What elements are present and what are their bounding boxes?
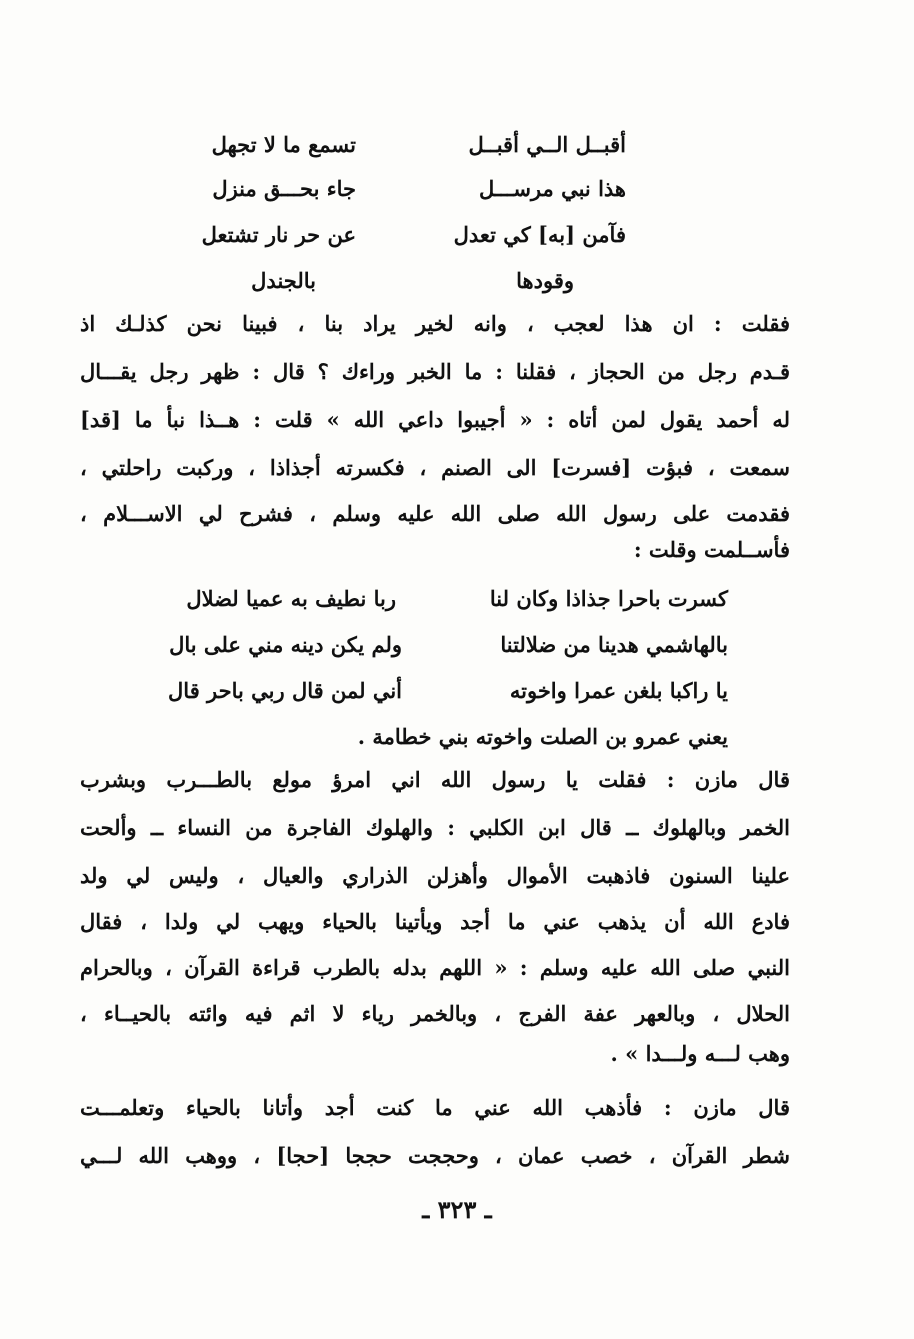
verse-first-hemistich: وقودها	[516, 268, 574, 293]
verse-line	[0, 576, 914, 622]
text-line: فقدمت على رسول الله صلى الله عليه وسلم ، فشرح لي الاســـلام ،	[80, 501, 790, 526]
verse-note	[0, 714, 914, 760]
verse-first-hemistich: بالهاشمي هدينا من ضلالتنا	[500, 632, 728, 657]
text-line: قال مازن : فأذهب الله عني ما كنت أجد وأتانا بالحياء وتعلمـــت	[80, 1095, 790, 1120]
verse-line	[0, 166, 914, 212]
verse-line	[0, 622, 914, 668]
verse-second-hemistich: أني لمن قال ربي باحر قال	[168, 678, 402, 703]
page-number: ـ ٣٢٣ ـ	[422, 1195, 492, 1224]
verse-second-hemistich: ربا نطيف به عميا لضلال	[186, 586, 396, 611]
verse-first-hemistich: أقبــل الــي أقبــل	[468, 132, 626, 157]
text-line: الخمر وبالهلوك ــ قال ابن الكلبي : والهلوك الفاجرة من النساء ــ وألحت	[80, 815, 790, 840]
verse-second-hemistich: تسمع ما لا تجهل	[211, 132, 356, 157]
text-line: قـدم رجل من الحجاز ، فقلنا : ما الخبر وراءك ؟ قال : ظهر رجل يقـــال	[80, 359, 790, 384]
verse-second-hemistich: عن حر نار تشتعل	[201, 222, 356, 247]
text-line: فقلت : ان هذا لعجب ، وانه لخير يراد بنا ، فبينا نحن كذلـك اذ	[80, 311, 790, 336]
verse-line	[0, 668, 914, 714]
verse-first-hemistich: كسرت باحرا جذاذا وكان لنا	[489, 586, 728, 611]
text-line: فأســلمت وقلت :	[633, 537, 790, 562]
text-line: سمعت ، فبؤت [فسرت] الى الصنم ، فكسرته أجذاذا ، وركبت راحلتي ،	[80, 455, 790, 480]
verse-first-hemistich: فآمن [به] كي تعدل	[453, 222, 626, 247]
verse-line	[0, 212, 914, 258]
text-line: الحلال ، وبالعهر عفة الفرج ، وبالخمر رياء لا اثم فيه وائته بالحيــاء ،	[80, 1001, 790, 1026]
verse-line	[0, 258, 914, 304]
verse-second-hemistich: جاء بحـــق منزل	[212, 176, 356, 201]
note-text: يعني عمرو بن الصلت واخوته بني خطامة .	[357, 724, 728, 749]
verse-second-hemistich: ولم يكن دينه مني على بال	[169, 632, 402, 657]
verse-second-hemistich: بالجندل	[251, 268, 316, 293]
text-line: قال مازن : فقلت يا رسول الله اني امرؤ مولع بالطـــرب وبشرب	[80, 767, 790, 792]
text-line: وهب لـــه ولـــدا » .	[610, 1041, 790, 1066]
text-line: له أحمد يقول لمن أتاه : « أجيبوا داعي الله » قلت : هــذا نبأ ما [قد]	[80, 407, 790, 432]
verse-first-hemistich: هذا نبي مرســـل	[478, 176, 626, 201]
text-line: شطر القرآن ، خصب عمان ، وحججت حججا [حجا] ، ووهب الله لـــي	[80, 1143, 790, 1168]
text-line: فادع الله أن يذهب عني ما أجد ويأتينا بالحياء ويهب لي ولدا ، فقال	[80, 909, 790, 934]
text-line: علينا السنون فاذهبت الأموال وأهزلن الذراري والعيال ، وليس لي ولد	[80, 863, 790, 888]
verse-line	[0, 122, 914, 168]
verse-first-hemistich: يا راكبا بلغن عمرا واخوته	[509, 678, 728, 703]
text-line: النبي صلى الله عليه وسلم : « اللهم بدله بالطرب قراءة القرآن ، وبالحرام	[80, 955, 790, 980]
